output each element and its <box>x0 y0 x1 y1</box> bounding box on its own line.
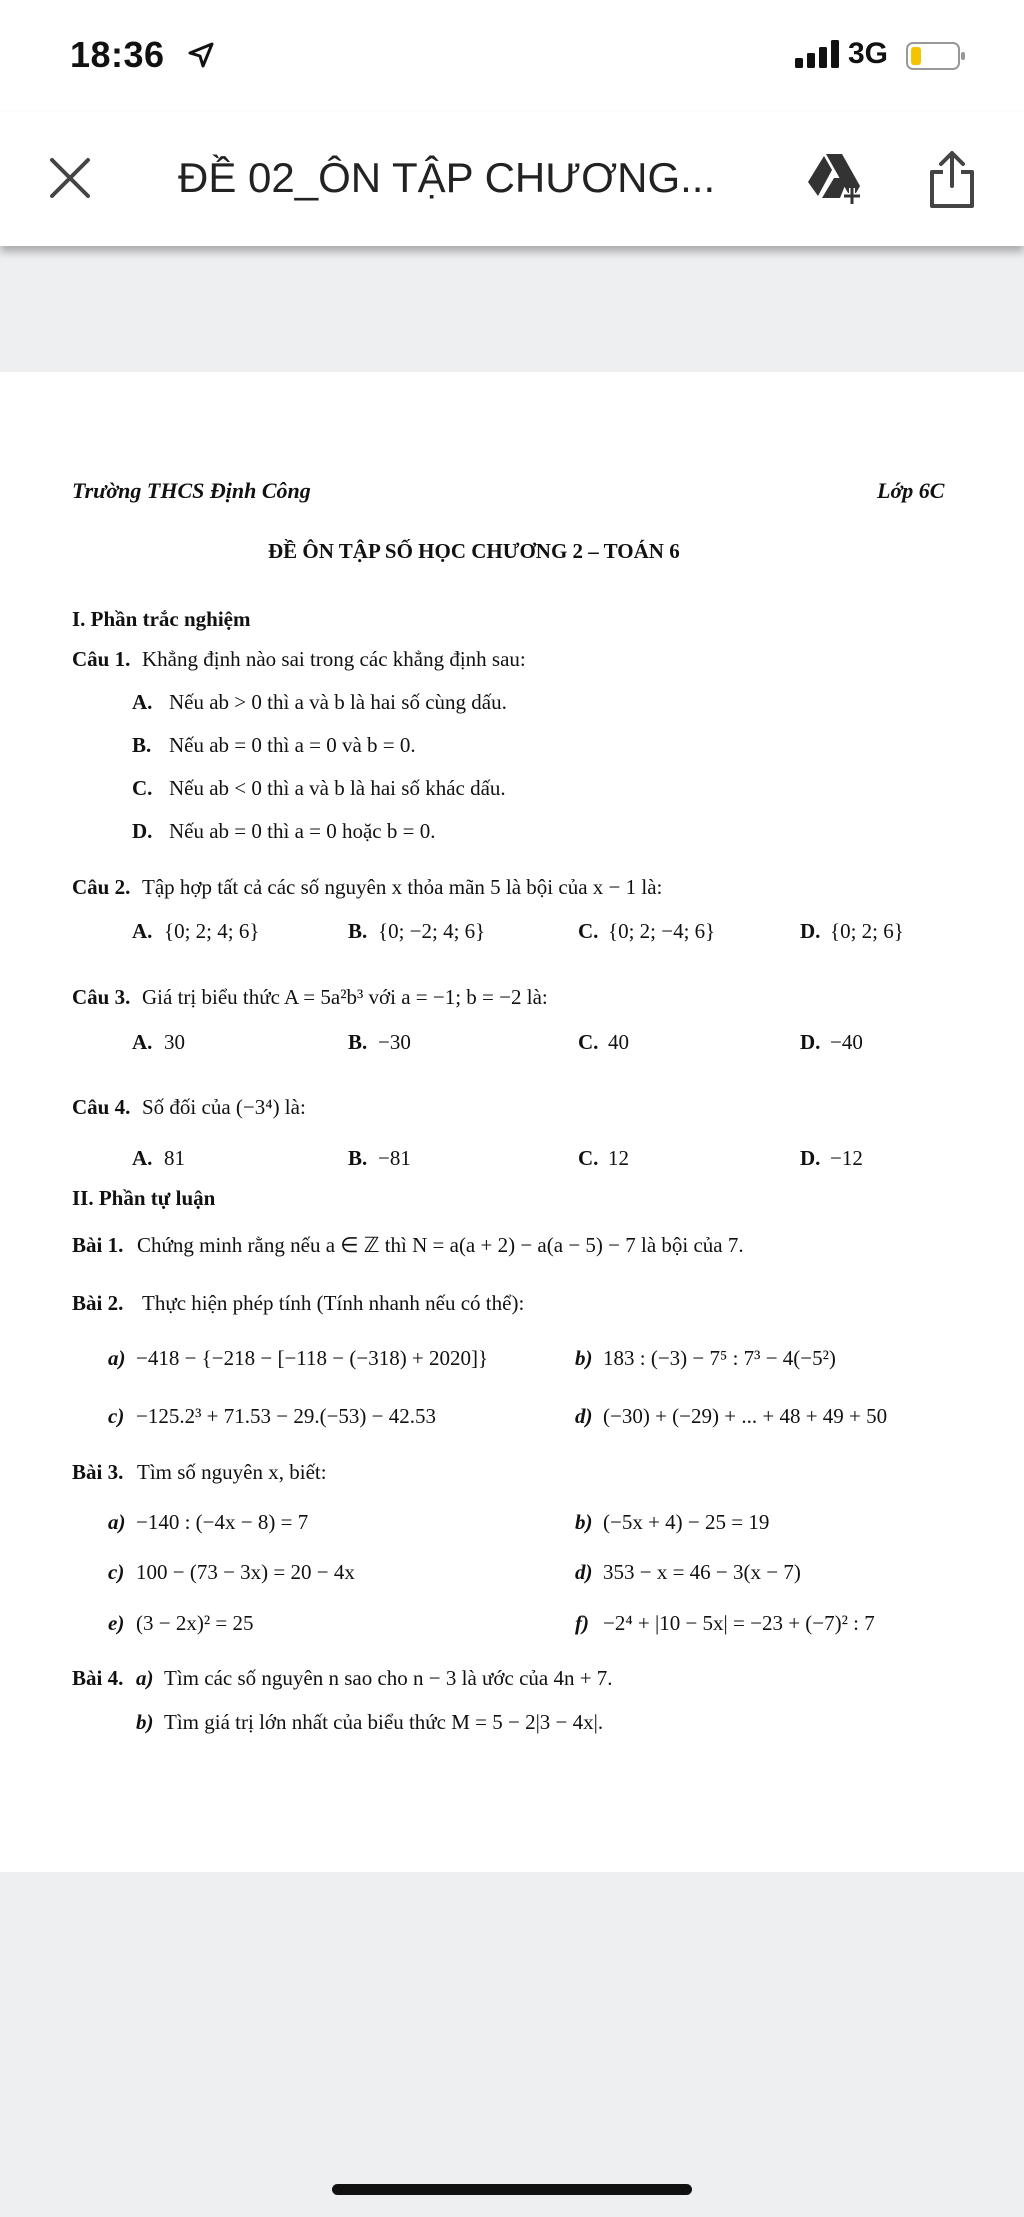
q2-option-letter: D. <box>800 919 821 943</box>
q4-option-text: −81 <box>378 1146 411 1170</box>
q3-option-text: 30 <box>164 1030 185 1054</box>
q2-option-letter: C. <box>578 919 599 943</box>
bai3-item-text: −2⁴ + |10 − 5x| = −23 + (−7)² : 7 <box>603 1611 875 1635</box>
document-viewer-toolbar <box>0 112 1024 246</box>
add-to-drive-icon[interactable] <box>804 150 868 206</box>
q1-option-text: Nếu ab = 0 thì a = 0 và b = 0. <box>169 733 416 757</box>
q1-option-letter: A. <box>132 690 153 714</box>
q3-option-text: −30 <box>378 1030 411 1054</box>
location-arrow-icon <box>188 42 214 68</box>
bai3-item-text: (−5x + 4) − 25 = 19 <box>603 1510 770 1534</box>
bai3-item-letter: e) <box>108 1611 125 1635</box>
document-heading: ĐỀ ÔN TẬP SỐ HỌC CHƯƠNG 2 – TOÁN 6 <box>268 539 680 563</box>
bai3-item-letter: f) <box>575 1611 589 1635</box>
part2-heading: II. Phần tự luận <box>72 1186 216 1210</box>
bai2-item-letter: c) <box>108 1404 125 1428</box>
bai3-text: Tìm số nguyên x, biết: <box>137 1460 327 1484</box>
bai2-item-letter: a) <box>108 1346 126 1370</box>
q2-option-letter: A. <box>132 919 153 943</box>
home-indicator[interactable] <box>332 2184 692 2195</box>
bai3-item-text: −140 : (−4x − 8) = 7 <box>136 1510 309 1534</box>
q1-text: Khẳng định nào sai trong các khẳng định sau: <box>142 647 526 671</box>
q1-option-letter: B. <box>132 733 152 757</box>
q1-option-text: Nếu ab > 0 thì a và b là hai số cùng dấu. <box>169 690 507 714</box>
bai2-item-text: −125.2³ + 71.53 − 29.(−53) − 42.53 <box>136 1404 436 1428</box>
bai3-item-letter: c) <box>108 1560 125 1584</box>
class-name: Lớp 6C <box>877 478 945 503</box>
q3-option-letter: B. <box>348 1030 368 1054</box>
bai4-a-text: Tìm các số nguyên n sao cho n − 3 là ước của 4n + 7. <box>164 1666 613 1690</box>
q3-label: Câu 3. <box>72 985 131 1009</box>
status-bar <box>0 0 1024 112</box>
q4-option-letter: D. <box>800 1146 821 1170</box>
bai3-item-text: 353 − x = 46 − 3(x − 7) <box>603 1560 801 1584</box>
bai3-item-letter: a) <box>108 1510 126 1534</box>
bai2-label: Bài 2. <box>72 1291 124 1315</box>
document-page <box>0 372 1024 1872</box>
q1-option-letter: D. <box>132 819 153 843</box>
q2-option-text: {0; 2; 6} <box>830 919 904 943</box>
school-name: Trường THCS Định Công <box>72 478 311 503</box>
q1-option-letter: C. <box>132 776 153 800</box>
bai3-item-text: (3 − 2x)² = 25 <box>136 1611 254 1635</box>
battery-icon <box>906 42 966 70</box>
close-icon[interactable] <box>44 152 96 204</box>
q4-option-letter: C. <box>578 1146 599 1170</box>
share-icon[interactable] <box>928 150 976 210</box>
bai4-label: Bài 4. <box>72 1666 124 1690</box>
q4-option-text: −12 <box>830 1146 863 1170</box>
bai3-item-letter: b) <box>575 1510 593 1534</box>
part1-heading: I. Phần trắc nghiệm <box>72 607 251 631</box>
q1-option-text: Nếu ab < 0 thì a và b là hai số khác dấu. <box>169 776 506 800</box>
bai2-text: Thực hiện phép tính (Tính nhanh nếu có thể): <box>142 1291 525 1315</box>
network-type: 3G <box>848 37 889 70</box>
q2-text: Tập hợp tất cả các số nguyên x thỏa mãn 5 là bội của x − 1 là: <box>142 875 663 899</box>
bai4-a-letter: a) <box>136 1666 154 1690</box>
q3-option-text: −40 <box>830 1030 863 1054</box>
bai2-item-text: (−30) + (−29) + ... + 48 + 49 + 50 <box>603 1404 888 1428</box>
q4-option-letter: B. <box>348 1146 368 1170</box>
q4-option-letter: A. <box>132 1146 153 1170</box>
q4-text: Số đối của (−3⁴) là: <box>142 1095 306 1119</box>
q4-label: Câu 4. <box>72 1095 131 1119</box>
bai3-label: Bài 3. <box>72 1460 124 1484</box>
q2-option-text: {0; −2; 4; 6} <box>378 919 486 943</box>
q4-option-text: 81 <box>164 1146 185 1170</box>
q2-option-letter: B. <box>348 919 368 943</box>
status-time: 18:36 <box>70 34 165 75</box>
q1-label: Câu 1. <box>72 647 131 671</box>
document-title: ĐỀ 02_ÔN TẬP CHƯƠNG... <box>178 154 716 201</box>
q3-text: Giá trị biểu thức A = 5a²b³ với a = −1; b = −2 là: <box>142 985 548 1009</box>
q3-option-letter: C. <box>578 1030 599 1054</box>
q3-option-letter: D. <box>800 1030 821 1054</box>
cellular-signal-icon <box>795 40 841 68</box>
q3-option-text: 40 <box>608 1030 629 1054</box>
bai2-item-text: −418 − {−218 − [−118 − (−318) + 2020]} <box>136 1346 489 1370</box>
q2-option-text: {0; 2; 4; 6} <box>164 919 260 943</box>
q2-label: Câu 2. <box>72 875 131 899</box>
bai2-item-text: 183 : (−3) − 7⁵ : 7³ − 4(−5²) <box>603 1346 836 1370</box>
bai2-item-letter: b) <box>575 1346 593 1370</box>
bai4-b-text: Tìm giá trị lớn nhất của biểu thức M = 5 − 2|3 − 4x|. <box>164 1710 604 1734</box>
q3-option-letter: A. <box>132 1030 153 1054</box>
bai4-b-letter: b) <box>136 1710 154 1734</box>
q2-option-text: {0; 2; −4; 6} <box>608 919 716 943</box>
bai2-item-letter: d) <box>575 1404 593 1428</box>
bai1-label: Bài 1. <box>72 1233 124 1257</box>
q1-option-text: Nếu ab = 0 thì a = 0 hoặc b = 0. <box>169 819 436 843</box>
bai3-item-text: 100 − (73 − 3x) = 20 − 4x <box>136 1560 355 1584</box>
bai3-item-letter: d) <box>575 1560 593 1584</box>
q4-option-text: 12 <box>608 1146 629 1170</box>
bai1-text: Chứng minh rằng nếu a ∈ ℤ thì N = a(a + 2) − a(a − 5) − 7 là bội của 7. <box>137 1233 744 1257</box>
